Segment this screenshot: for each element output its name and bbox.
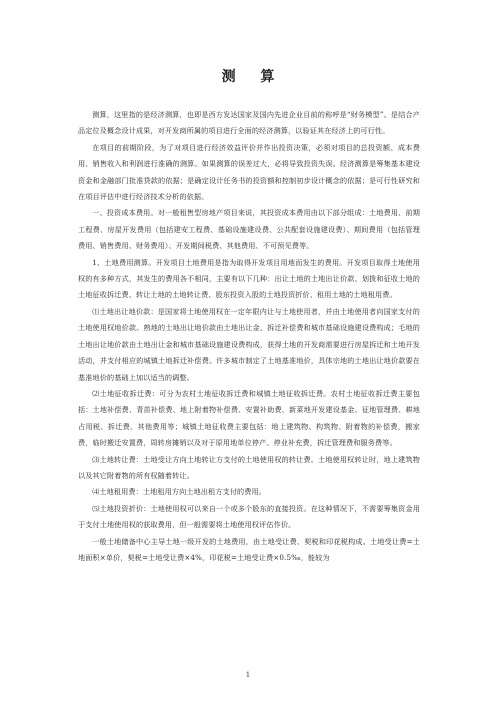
paragraph: 一、投资成本费用。对一般租售型房地产项目来说，其投资成本费用由以下部分组成：土地费用、前期工程费、房屋开发费用（包括建安工程费、基础设施建设费、公共配套设施建设费）、期间费用（包括管理费用、销售费用、财务费用）、开发期间税费、其他费用、不可预见费等。 <box>78 208 420 251</box>
paragraph: ⑴土地出让地价款：是国家将土地使用权在一定年限内让与土地使用者，并由土地使用者向国家支付的土地使用权地价款。熟地的土地出让地价款由土地出让金、拆迁补偿费和城市基础设施建设费构成；毛地的土地出让地价款由土地出让金和城市基础设施建设费构成，获得土地的开发商需要进行房屋拆迁和土地开发活动，并支付相应的城镇土地拆迁补偿费。许多城市制定了土地基准地价，具体宗地的土地出让地价款要在基准地价的基础上加以适当的调整。 <box>78 306 420 382</box>
paragraph: ⑶土地转让费：土地受让方向土地转让方支付的土地使用权的转让费。土地使用权转让时，地上建筑物以及其它附着物的所有权随着转让。 <box>78 454 420 480</box>
paragraph: ⑸土地投资折价：土地使用权可以来自一个或多个股东的直接投资。在这种情况下，不需要筹集资金用于支付土地使用权的获取费用，但一般需要将土地使用权评估作价。 <box>78 503 420 530</box>
paragraph: ⑵土地征收拆迁费：可分为农村土地征收拆迁费和城镇土地征收拆迁费。农村土地征收拆迁费主要包括：土地补偿费、青苗补偿费、地上附着物补偿费、安置补助费、新菜地开发建设基金、征地管理费、耕地占用税、拆迁费、其他费用等；城镇土地征收费主要包括：地上建筑物、构筑物、附着物的补偿费，搬家费，临时搬迁安置费，周转房摊销以及对于原用地单位停产、停业补充费，拆迁管理费和服务费等。 <box>78 388 420 448</box>
paragraph: 测算，这里指的是经济测算，也即是西方发达国家及国内先进企业目前的称呼是“财务模型”。是结合产品定位及概念设计成果，对开发商所属的项目进行全面的经济测算，以验证其在经济上的可行性。 <box>78 110 420 136</box>
paragraph: ⑷土地租用费：土地租用方向土地出租方支付的费用。 <box>92 487 267 497</box>
page-title: 测 算 <box>221 69 285 85</box>
paragraph: 1、土地费用测算。开发项目土地费用是指为取得开发项目用地而发生的费用。开发项目取得土地使用权的有多种方式，其发生的费用各不相同，主要有以下几种：出让土地的土地出让价款、划拨和征收土地的土地征收拆迁费、转让土地的土地转让费、股东投资入股的土地投资折价、租用土地的土地租用费。 <box>78 257 420 300</box>
paragraph: 一般土地储备中心主导土地一级开发的土地费用，由土地受让费、契税和印花税构成。土地受让费=土地面积×单价，契税=土地受让费×4%，印花税=土地受让费×0.5‰，能较为 <box>78 536 420 562</box>
page-number: 1 <box>245 671 251 679</box>
paragraph: 在项目的前期阶段，为了对项目进行经济效益评价并作出投资决策，必须对项目的总投资额、成本费用、销售收入和利润进行准确的测算。如果测算的误差过大，必将导致投资失误。经济测算是筹集基本建设资金和金融部门批准贷款的依据；是确定设计任务书的投资额和控制初步设计概念的依据；是可行性研究和在项目评估中进行经济技术分析的依据。 <box>78 142 420 202</box>
